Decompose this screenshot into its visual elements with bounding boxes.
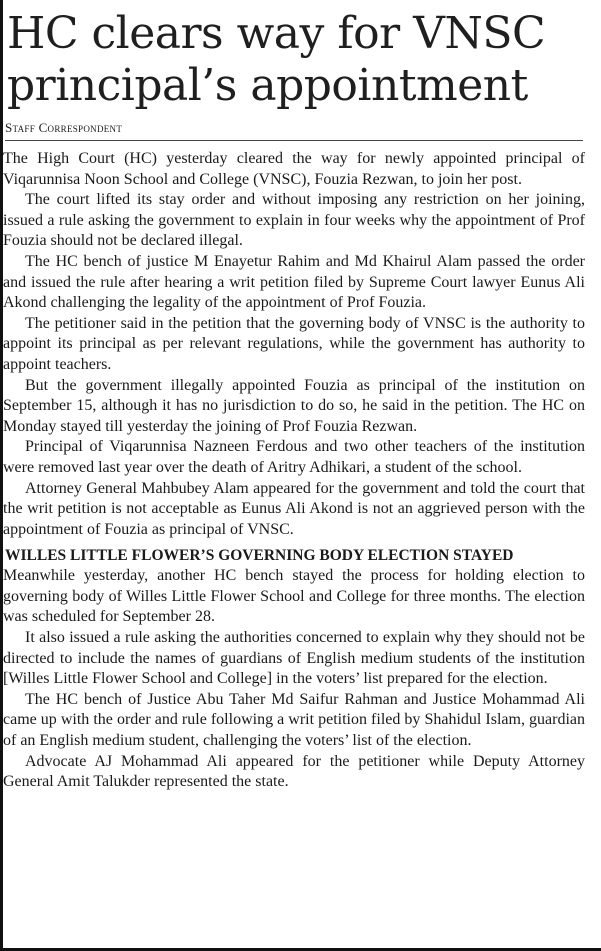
paragraph: Meanwhile yesterday, another HC bench stayed the process for holding election to governing body of Willes Little Flower School and College for three months. The election was scheduled for September 28. bbox=[3, 567, 585, 626]
paragraph: Attorney General Mahbubey Alam appeared for the government and told the court that the writ petition is not acceptable as Eunus Ali Akond is not an aggrieved person with the appointment of Fouzia as principal of VNSC. bbox=[3, 479, 585, 538]
paragraph: The petitioner said in the petition that the governing body of VNSC is the authority to appoint its principal as per relevant regulations, while the government has authority to appoint teachers. bbox=[3, 314, 585, 373]
subheading: WILLES LITTLE FLOWER’S GOVERNING BODY ELECTION STAYED bbox=[5, 547, 514, 565]
byline: Staff Correspondent bbox=[5, 120, 583, 141]
headline: HC clears way for VNSC principal’s appointment bbox=[7, 8, 546, 111]
paragraph: Principal of Viqarunnisa Nazneen Ferdous and two other teachers of the institution were removed last year over the death of Aritry Adhikari, a student of the school. bbox=[3, 438, 585, 476]
paragraph: The HC bench of justice M Enayetur Rahim and Md Khairul Alam passed the order and issued the rule after hearing a writ petition filed by Supreme Court lawyer Eunus Ali Akond challenging the legality of the appointment of Prof Fouzia. bbox=[3, 252, 585, 312]
paragraph: But the government illegally appointed Fouzia as principal of the institution on September 15, although it has no jurisdiction to do so, he said in the petition. The HC on Monday stayed till yesterday the joining of Prof Fouzia Rezwan. bbox=[3, 376, 585, 435]
paragraph: Advocate AJ Mohammad Ali appeared for the petitioner while Deputy Attorney General Amit Talukder represented the state. bbox=[3, 752, 585, 791]
paragraph: The High Court (HC) yesterday cleared the way for newly appointed principal of Viqarunnisa Noon School and College (VNSC), Fouzia Rezwan, to join her post. bbox=[3, 150, 585, 188]
paragraph: The court lifted its stay order and without imposing any restriction on her joining, issued a rule asking the government to explain in four weeks why the appointment of Prof Fouzia should not be declared illegal. bbox=[3, 191, 585, 250]
article-body bbox=[3, 149, 585, 793]
paragraph: It also issued a rule asking the authorities concerned to explain why they should not be directed to include the names of guardians of English medium students of the institution [Willes Little Flower School and College] in the voters’ list prepared for the election. bbox=[3, 629, 585, 688]
paragraph: The HC bench of Justice Abu Taher Md Saifur Rahman and Justice Mohammad Ali came up with the order and rule following a writ petition filed by Shahidul Islam, guardian of an English medium student, challenging the voters’ list of the election. bbox=[3, 690, 585, 750]
